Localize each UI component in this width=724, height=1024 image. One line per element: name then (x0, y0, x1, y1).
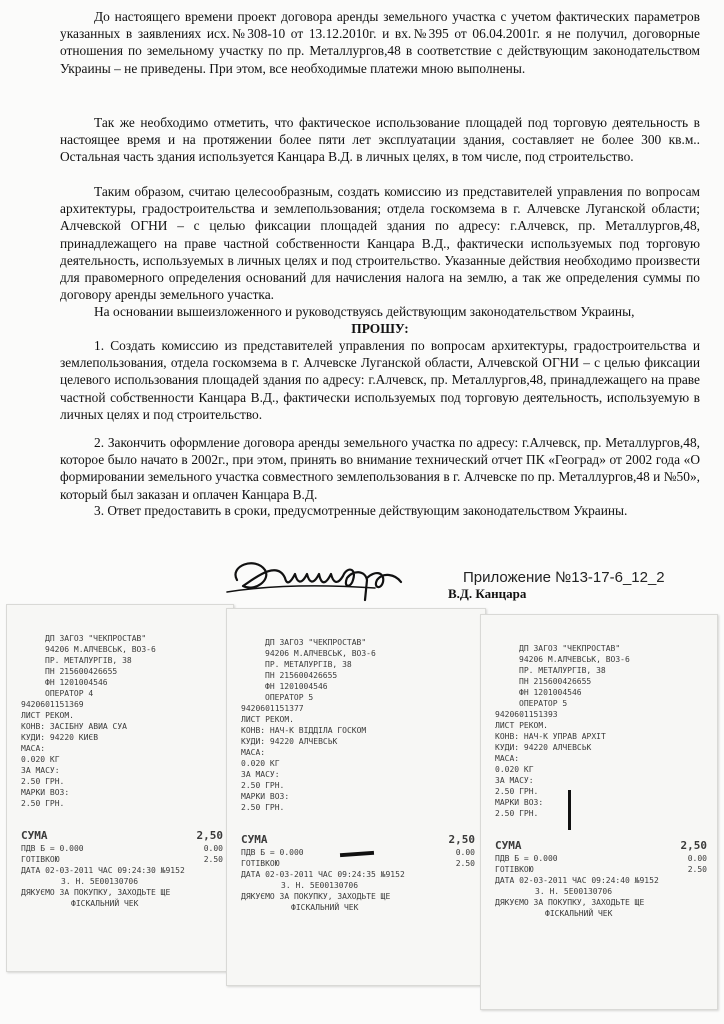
receipt-body-line: ЗА МАСУ: (241, 770, 280, 779)
receipt-body-line: 9420601151369 (21, 700, 84, 709)
receipt-body-line: ЛИСТ РЕКОМ. (21, 711, 74, 720)
receipt-body-line: МАРКИ ВОЗ: (21, 788, 70, 797)
receipt-body-line: 0.020 КГ (495, 765, 534, 774)
receipt-cash-line: ГОТІВКОЮ (241, 859, 280, 868)
receipt-footer-line: З. Н. 5E00130706 (61, 877, 139, 886)
receipt-header-line: ОПЕРАТОР 5 (519, 699, 568, 708)
receipt-body-line: 2.50 ГРН. (21, 799, 65, 808)
receipt-header-line: ФН 1201004546 (265, 682, 328, 691)
receipt-body-line: 9420601151377 (241, 704, 304, 713)
receipt-body-line: МАСА: (21, 744, 46, 753)
receipt-header-line: 94206 М.АЛЧЕВСЬК, ВОЗ-6 (519, 655, 630, 664)
receipt-total-label: СУМА (495, 839, 522, 852)
receipt-header-line: 94206 М.АЛЧЕВСЬК, ВОЗ-6 (45, 645, 156, 654)
receipt-tax-value: 0.00 (203, 844, 223, 853)
receipt-body-line: ЛИСТ РЕКОМ. (241, 715, 294, 724)
receipt-body-line: 2.50 ГРН. (495, 809, 539, 818)
receipt-header-line: ДП ЗАГОЗ "ЧЕКПРОСТАВ" (45, 634, 147, 643)
letter-paragraph-4: На основании вышеизложенного и руководствуясь действующим законодательством Украины, (94, 304, 635, 319)
receipt-footer-line: ДЯКУЄМО ЗА ПОКУПКУ, ЗАХОДЬТЕ ЩЕ (495, 898, 645, 907)
postal-receipt (226, 608, 486, 986)
receipt-footer-line: ДЯКУЄМО ЗА ПОКУПКУ, ЗАХОДЬТЕ ЩЕ (241, 892, 391, 901)
receipt-header-line: ФН 1201004546 (45, 678, 108, 687)
receipt-total: 2,50 (680, 839, 707, 852)
receipt-body-line: КУДИ: 94220 АЛЧЕВСЬК (241, 737, 338, 746)
receipt-total: 2,50 (448, 833, 475, 846)
receipt-body-line: МАРКИ ВОЗ: (241, 792, 290, 801)
pen-mark (568, 790, 571, 830)
receipt-body-line: ЗА МАСУ: (495, 776, 534, 785)
receipt-header-line: ПН 215600426655 (519, 677, 592, 686)
receipt-body-line: 2.50 ГРН. (495, 787, 539, 796)
receipt-body-line: КОНВ: ЗАСІБНУ АВИА СУА (21, 722, 127, 731)
receipt-header-line: ДП ЗАГОЗ "ЧЕКПРОСТАВ" (265, 638, 367, 647)
receipt-total-label: СУМА (21, 829, 48, 842)
request-item-1: 1. Создать комиссию из представителей управления по вопросам архитектуры, градостроительства и землепользования, отдела госкомзема в г. Алчевске Луганской области, Алчевской ОГНИ – с целью фиксации целевого использования площадей здания по адресу: г.Алчевск, пр. Металлургов,48, принадлежащего на праве частной собственности Канцара В.Д., фактически используемых под торговую деятельность, используемую в личных целях и под строительство. (60, 338, 700, 422)
receipt-header-line: ПН 215600426655 (265, 671, 338, 680)
receipt-body-line: КОНВ: НАЧ-К ВІДДІЛА ГОСКОМ (241, 726, 367, 735)
receipt-footer-line: ДАТА 02-03-2011 ЧАС 09:24:30 №9152 (21, 866, 185, 875)
letter-paragraph-1: До настоящего времени проект договора аренды земельного участка с учетом фактических параметров указанных в заявлениях исх.№308-10 от 13.12.2010г. и вх.№395 от 06.04.2001г. я не получил, договорные отношения по земельному участку по пр. Металлургов,48 в соответствие с действующим законодательством Украины – не приведены. При этом, все необходимые платежи мною выполнены. (60, 9, 700, 76)
letter-paragraph-2: Так же необходимо отметить, что фактическое использование площадей под торговую деятельность в настоящее время и на протяжении более пяти лет эксплуатации здания, составляет не более 300 кв.м.. Остальная часть здания используется Канцара В.Д. в личных целях, в том числе, под строительство. (60, 115, 700, 165)
receipt-tax-line: ПДВ Б = 0.000 (495, 854, 558, 863)
receipt-body-line: КУДИ: 94220 АЛЧЕВСЬК (495, 743, 592, 752)
receipt-tax-value: 0.00 (687, 854, 707, 863)
receipt-header-line: ПР. МЕТАЛУРГІВ, 38 (45, 656, 132, 665)
receipt-footer-line: ДАТА 02-03-2011 ЧАС 09:24:35 №9152 (241, 870, 405, 879)
receipt-footer-line: З. Н. 5E00130706 (281, 881, 359, 890)
receipt-tax-line: ПДВ Б = 0.000 (21, 844, 84, 853)
receipt-body-line: 0.020 КГ (241, 759, 280, 768)
receipt-total-label: СУМА (241, 833, 268, 846)
receipt-cash-line: ГОТІВКОЮ (21, 855, 60, 864)
receipt-body-line: МАРКИ ВОЗ: (495, 798, 544, 807)
receipt-tax-line: ПДВ Б = 0.000 (241, 848, 304, 857)
receipt-header-line: ОПЕРАТОР 4 (45, 689, 94, 698)
receipt-body-line: ЗА МАСУ: (21, 766, 60, 775)
receipt-body-line: ЛИСТ РЕКОМ. (495, 721, 548, 730)
receipt-footer-line: ФІСКАЛЬНИЙ ЧЕК (545, 909, 613, 918)
receipt-header-line: ОПЕРАТОР 5 (265, 693, 314, 702)
receipt-header-line: ПР. МЕТАЛУРГІВ, 38 (519, 666, 606, 675)
receipt-cash-value: 2.50 (455, 859, 475, 868)
receipt-total: 2,50 (196, 829, 223, 842)
receipt-footer-line: З. Н. 5E00130706 (535, 887, 613, 896)
receipt-header-line: ФН 1201004546 (519, 688, 582, 697)
receipt-cash-value: 2.50 (687, 865, 707, 874)
receipt-body-line: МАСА: (495, 754, 520, 763)
postal-receipt (480, 614, 718, 1010)
receipt-cash-value: 2.50 (203, 855, 223, 864)
request-item-3: 3. Ответ предоставить в сроки, предусмотренные действующим законодательством Украины. (94, 503, 628, 518)
request-heading: ПРОШУ: (351, 321, 409, 336)
receipt-body-line: 2.50 ГРН. (21, 777, 65, 786)
receipt-header-line: ПР. МЕТАЛУРГІВ, 38 (265, 660, 352, 669)
receipt-body-line: МАСА: (241, 748, 266, 757)
receipt-header-line: 94206 М.АЛЧЕВСЬК, ВОЗ-6 (265, 649, 376, 658)
receipt-footer-line: ДАТА 02-03-2011 ЧАС 09:24:40 №9152 (495, 876, 659, 885)
attachment-label: Приложение №13-17-6_12_2 (463, 569, 665, 586)
signer-name: В.Д. Канцара (448, 586, 527, 601)
receipt-tax-value: 0.00 (455, 848, 475, 857)
request-item-2: 2. Закончить оформление договора аренды земельного участка по адресу: г.Алчевск, пр. Металлургов,48, которое было начато в 2002г., при этом, принять во внимание технический отчет ПК «Геоград» от 2002 года «О формировании земельного участка совместного землепользования в г. Алчевске по пр. Металлургов,48 и №50», который был заказан и оплачен Канцара В.Д. (60, 435, 700, 502)
receipt-body-line: КОНВ: НАЧ-К УПРАВ АРХІТ (495, 732, 606, 741)
receipt-cash-line: ГОТІВКОЮ (495, 865, 534, 874)
receipt-footer-line: ФІСКАЛЬНИЙ ЧЕК (71, 899, 139, 908)
handwritten-signature (225, 548, 425, 608)
receipt-footer-line: ФІСКАЛЬНИЙ ЧЕК (291, 903, 359, 912)
receipt-body-line: 0.020 КГ (21, 755, 60, 764)
receipt-body-line: 2.50 ГРН. (241, 803, 285, 812)
receipt-header-line: ПН 215600426655 (45, 667, 118, 676)
receipt-body-line: 2.50 ГРН. (241, 781, 285, 790)
receipt-body-line: КУДИ: 94220 КИЄВ (21, 733, 99, 742)
receipt-body-line: 9420601151393 (495, 710, 558, 719)
letter-paragraph-3: Таким образом, считаю целесообразным, создать комиссию из представителей управления по вопросам архитектуры, градостроительства и землепользования; отдела госкомзема в г. Алчевске Луганской области; Алчевской ОГНИ – с целью фиксации площадей здания по адресу: г.Алчевск, пр. Металлургов,48, принадлежащего на праве частной собственности Канцара В.Д., фактически используемых под торговую деятельность, используемых в личных целях и под строительство. Указанные действия необходимо произвести для правомерного определения оснований для начисления налога на землю, а так же определения суммы по договору аренды земельного участка. (60, 184, 700, 303)
postal-receipt (6, 604, 234, 972)
receipt-header-line: ДП ЗАГОЗ "ЧЕКПРОСТАВ" (519, 644, 621, 653)
receipt-footer-line: ДЯКУЄМО ЗА ПОКУПКУ, ЗАХОДЬТЕ ЩЕ (21, 888, 171, 897)
